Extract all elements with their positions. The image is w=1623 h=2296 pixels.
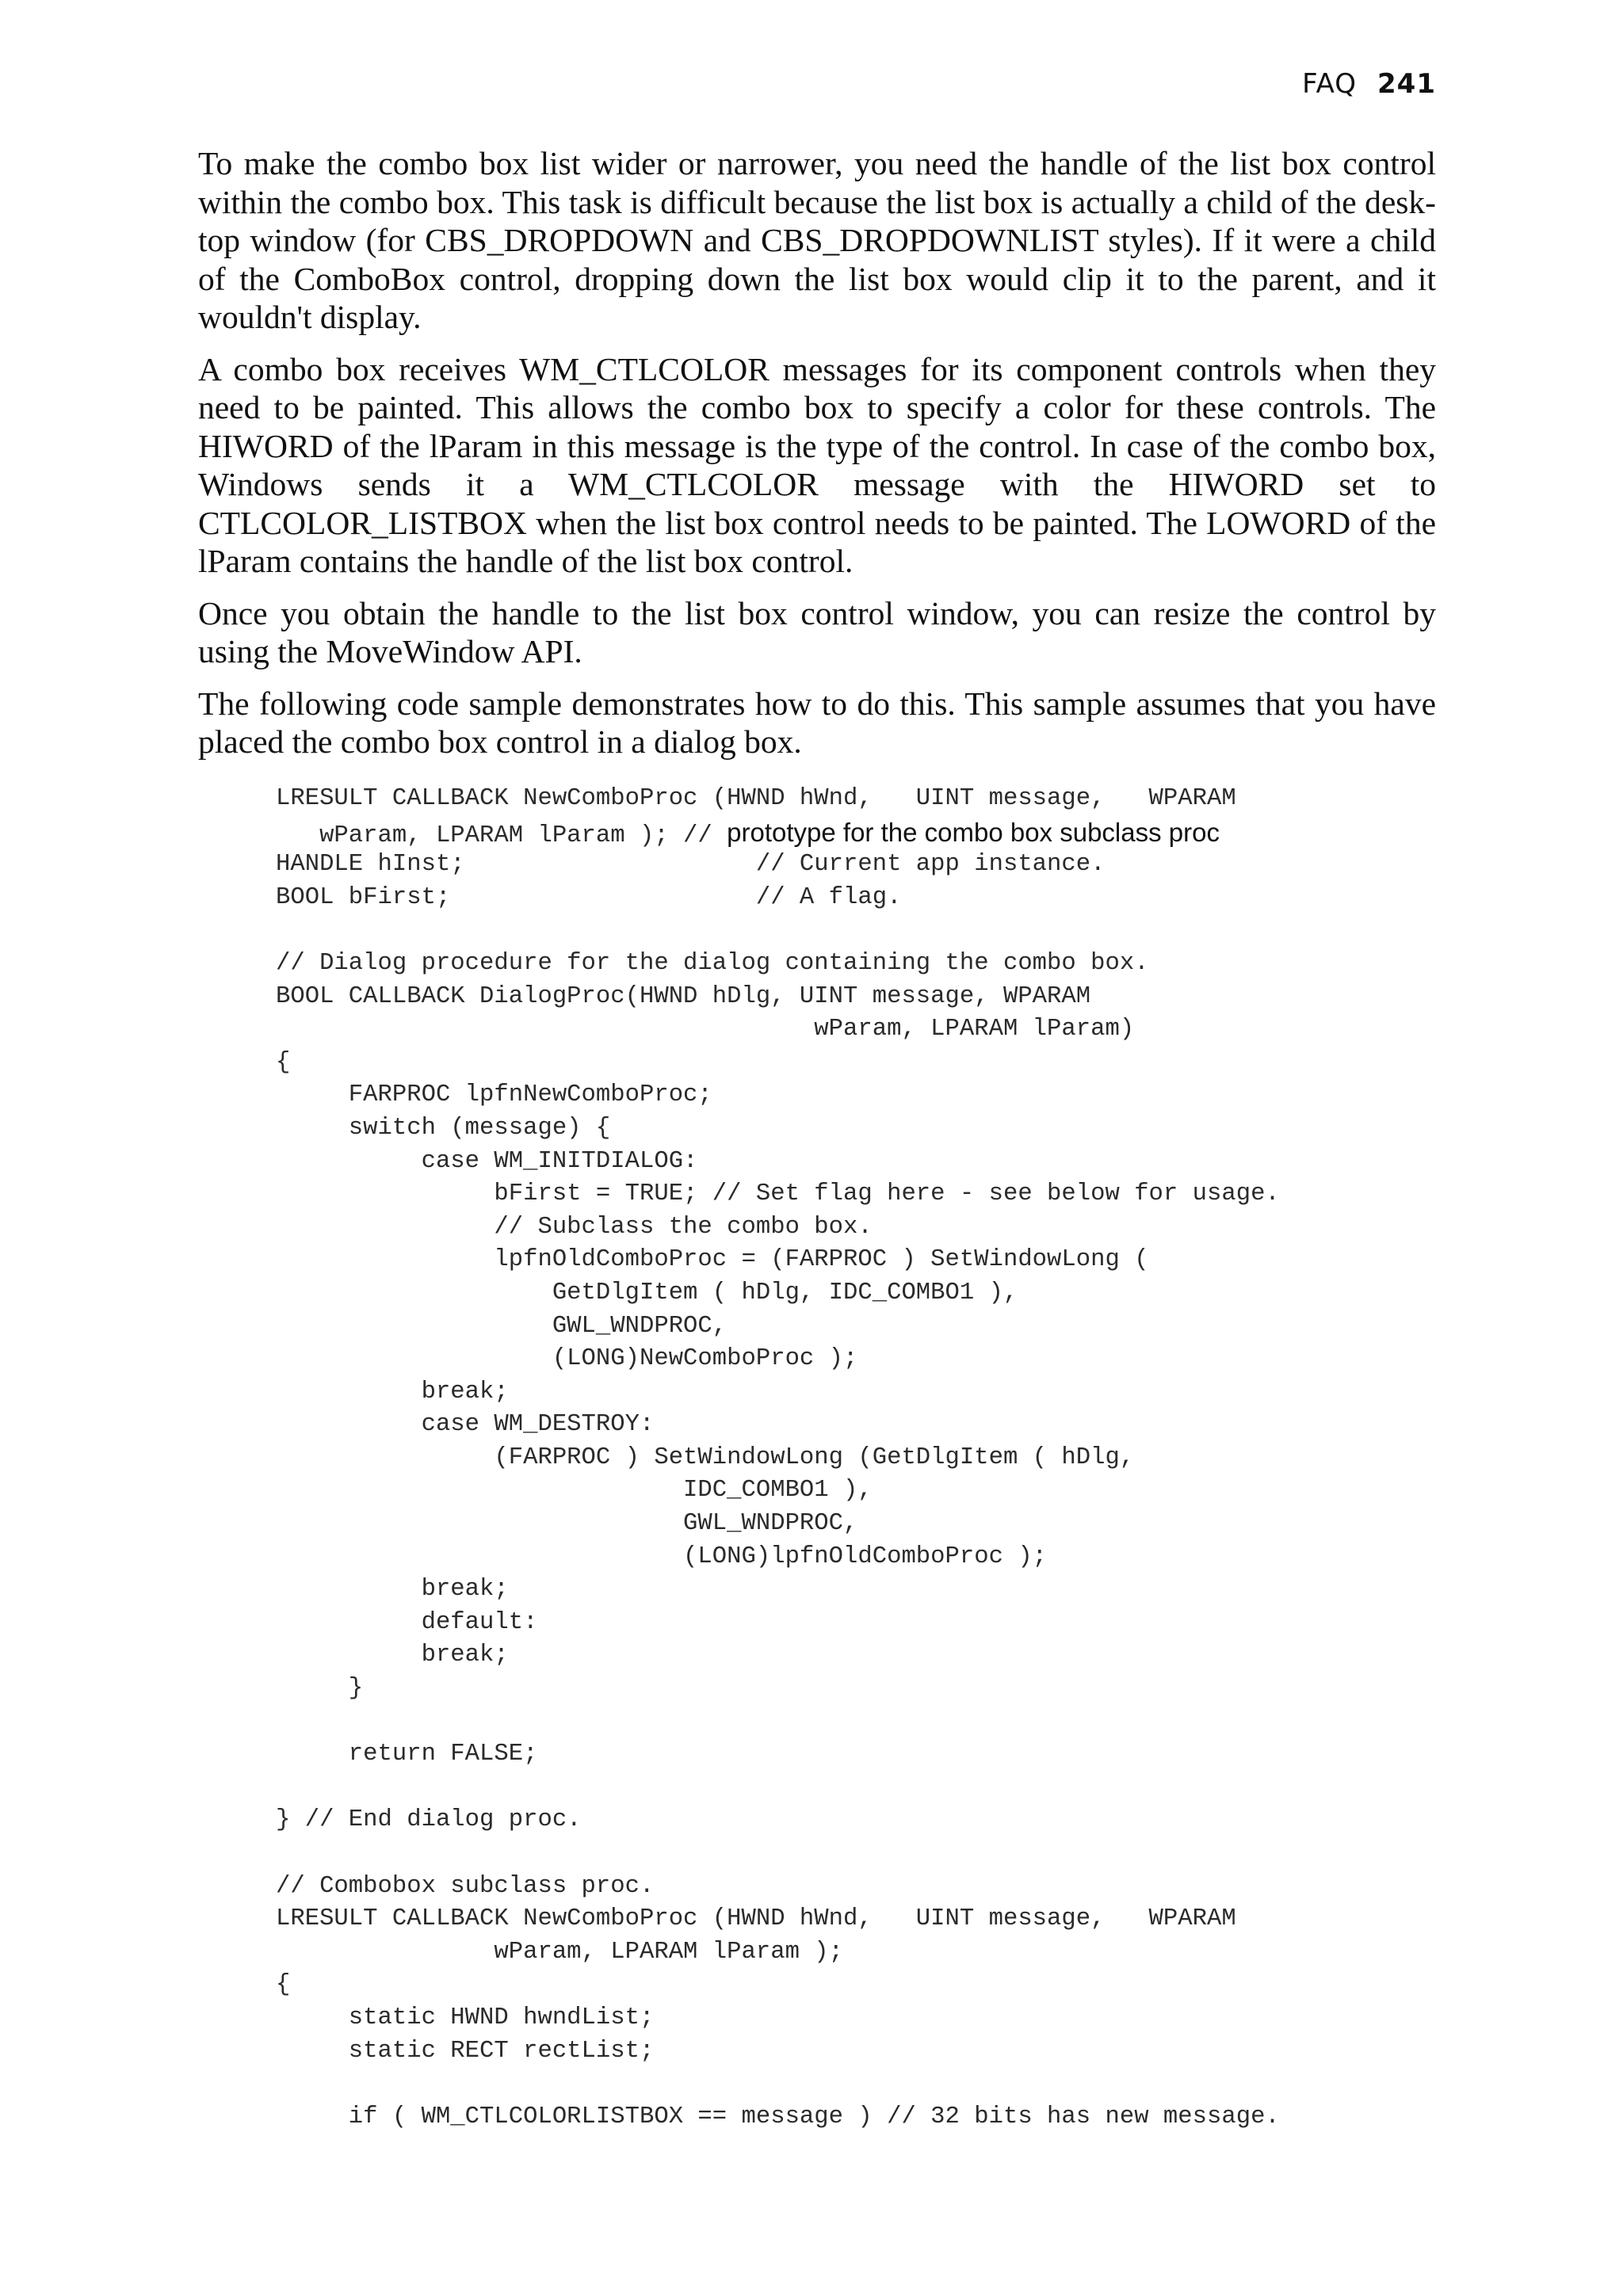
code-line: LRESULT CALLBACK NewComboProc (HWND hWnd, UINT message, WPARAM [276, 785, 1236, 812]
code-line: if ( WM_CTLCOLORLISTBOX == message ) // 32 bits has new message. [276, 2103, 1280, 2130]
code-line: FARPROC lpfnNewComboProc; [276, 1081, 712, 1109]
code-line [276, 2068, 1465, 2101]
code-line: // Subclass the combo box. [276, 1213, 873, 1241]
code-line: GWL_WNDPROC, [276, 1312, 727, 1340]
code-line: // Combobox subclass proc. [276, 1872, 655, 1900]
code-line: GetDlgItem ( hDlg, IDC_COMBO1 ), [276, 1279, 1018, 1306]
code-line: // Dialog procedure for the dialog containing the combo box. [276, 949, 1149, 977]
code-line: wParam, LPARAM lParam) [276, 1016, 1135, 1043]
code-line: case WM_INITDIALOG: [276, 1147, 698, 1175]
code-line: GWL_WNDPROC, [276, 1510, 858, 1538]
code-text: wParam, LPARAM lParam ); // [276, 822, 727, 849]
code-line: static HWND hwndList; [276, 2004, 655, 2031]
code-line: { [276, 1048, 291, 1076]
code-line: default: [276, 1608, 538, 1636]
body-text [198, 144, 1436, 775]
paragraph: A combo box receives WM_CTLCOLOR messages for its component controls when they need to be painted. This allows the combo box to specify a color for these controls. The HIWORD of the lParam in this message is the type of the control. In case of the combo box, Windows sends it a WM_CTLCOLOR message with the HIWORD set to CTLCOLOR_LISTBOX when the list box control needs to be painted. The LOWORD of the lParam contains the handle of the list box control. [198, 350, 1436, 579]
code-listing [276, 783, 1465, 2134]
code-line [276, 816, 1465, 849]
code-line: } [276, 1675, 364, 1703]
code-line [276, 1706, 1465, 1739]
code-line: (FARPROC ) SetWindowLong (GetDlgItem ( hDlg, [276, 1444, 1135, 1471]
code-line: (LONG)NewComboProc ); [276, 1345, 858, 1373]
code-line: (LONG)lpfnOldComboProc ); [276, 1543, 1048, 1570]
code-line: BOOL bFirst; // A flag. [276, 883, 902, 911]
running-header [1302, 68, 1436, 100]
paragraph: To make the combo box list wider or narrower, you need the handle of the list box control within the combo box. This task is difficult because the list box is actually a child of the desktop window (for CBS_DROPDOWN and CBS_DROPDOWNLIST styles). If it were a child of the ComboBox control, dropping down the list box would clip it to the parent, and it wouldn't display. [198, 145, 1436, 335]
code-line: } // End dialog proc. [276, 1806, 582, 1834]
code-line: IDC_COMBO1 ), [276, 1477, 873, 1505]
code-line: BOOL CALLBACK DialogProc(HWND hDlg, UINT message, WPARAM [276, 982, 1091, 1010]
code-line: wParam, LPARAM lParam ); [276, 1938, 844, 1966]
code-line: LRESULT CALLBACK NewComboProc (HWND hWnd, UINT message, WPARAM [276, 1905, 1236, 1933]
page-number: 241 [1377, 68, 1436, 100]
code-line: { [276, 1971, 291, 1999]
code-line: break; [276, 1378, 509, 1405]
code-line [276, 914, 1465, 948]
code-line: case WM_DESTROY: [276, 1411, 655, 1439]
code-line: bFirst = TRUE; // Set flag here - see below for usage. [276, 1180, 1280, 1208]
section-title: FAQ [1302, 68, 1358, 100]
code-line: lpfnOldComboProc = (FARPROC ) SetWindowLong ( [276, 1246, 1149, 1274]
paragraph: The following code sample demonstrates how to do this. This sample assumes that you have placed the combo box control in a dialog box. [198, 685, 1436, 760]
code-line: HANDLE hInst; // Current app instance. [276, 851, 1106, 879]
code-line: break; [276, 1642, 509, 1669]
code-line: break; [276, 1576, 509, 1604]
code-comment: prototype for the combo box subclass proc [727, 817, 1220, 847]
code-line: return FALSE; [276, 1741, 538, 1768]
code-line [276, 1772, 1465, 1805]
code-line [276, 1837, 1465, 1871]
paragraph: Once you obtain the handle to the list box control window, you can resize the control by using the MoveWindow API. [198, 594, 1436, 669]
code-line: switch (message) { [276, 1114, 611, 1142]
code-line: static RECT rectList; [276, 2037, 655, 2065]
